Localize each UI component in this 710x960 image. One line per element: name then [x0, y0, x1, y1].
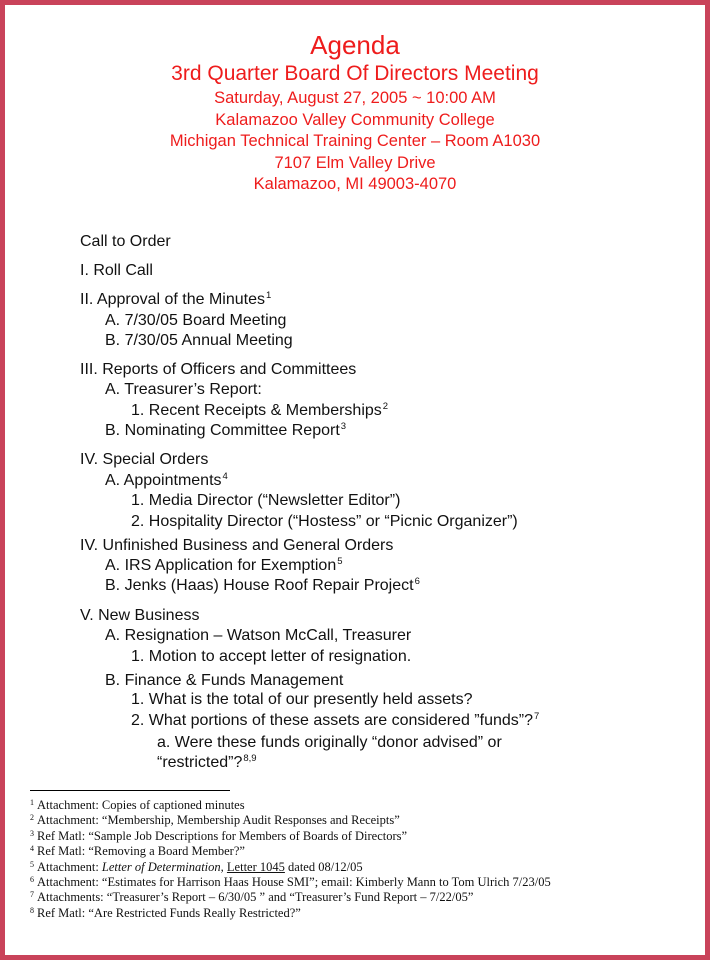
- agenda-item: Call to Order: [80, 233, 171, 250]
- agenda-item: B. Finance & Funds Management: [105, 672, 344, 689]
- footnote-ref: 5: [337, 556, 343, 567]
- agenda-item: III. Reports of Officers and Committees: [80, 361, 357, 378]
- footnote: $^2$ Attachment: “Membership, Membership Audit Responses and Receipts”: [30, 813, 400, 828]
- footnote-ref: 1: [266, 290, 272, 301]
- agenda-item: V. New Business: [80, 607, 200, 624]
- footnote: $^3$ Ref Matl: “Sample Job Descriptions for Members of Boards of Directors”: [30, 828, 408, 843]
- agenda-item: IV. Unfinished Business and General Orders: [80, 537, 394, 554]
- footnote-ref: 2: [382, 401, 389, 412]
- agenda-item: “restricted”?$^{8,9}$: [157, 753, 257, 771]
- agenda-item: II. Approval of the Minutes$^1$: [80, 290, 272, 308]
- agenda-item: A. IRS Application for Exemption$^5$: [105, 556, 343, 574]
- agenda-item: 1. What is the total of our presently held assets?: [131, 691, 473, 708]
- footnote-divider: [30, 790, 230, 791]
- footnote: $^1$ Attachment: Copies of captioned minutes: [30, 798, 245, 812]
- page-title: Agenda: [310, 30, 400, 60]
- meeting-title: 3rd Quarter Board Of Directors Meeting: [171, 62, 539, 85]
- agenda-item: A. Resignation – Watson McCall, Treasurer: [105, 627, 412, 644]
- agenda-item: 1. Recent Receipts & Memberships$^2$: [131, 401, 389, 419]
- agenda-item: B. 7/30/05 Annual Meeting: [105, 332, 293, 349]
- agenda-item: A. Appointments$^4$: [105, 471, 228, 489]
- footnote: $^5$ Attachment: Letter of Determination, Letter 1045 dated 08/12/05: [30, 859, 363, 874]
- footnote-ref: 6: [414, 576, 420, 587]
- footnote-ref: 3: [340, 421, 347, 432]
- footnote-ref: 4: [222, 471, 228, 482]
- city-address: Kalamazoo, MI 49003-4070: [253, 175, 457, 193]
- agenda-item: a. Were these funds originally “donor advised” or: [157, 734, 502, 751]
- agenda-item: A. Treasurer’s Report:: [105, 381, 262, 398]
- agenda-item: 1. Media Director (“Newsletter Editor”): [131, 492, 401, 509]
- footnote: $^6$ Attachment: “Estimates for Harrison Haas House SMI”; email: Kimberly Mann to Tom Ulrich 7/23/05: [30, 875, 551, 890]
- footnote: $^7$ Attachments: “Treasurer’s Report – 6/30/05 ” and “Treasurer’s Fund Report – 7/22/05”: [30, 890, 474, 905]
- footnote: $^4$ Ref Matl: “Removing a Board Member?”: [30, 844, 245, 859]
- footnote: $^8$ Ref Matl: “Are Restricted Funds Really Restricted?”: [30, 905, 301, 920]
- agenda-item: B. Jenks (Haas) House Roof Repair Project$^6$: [105, 576, 420, 594]
- agenda-item: B. Nominating Committee Report$^3$: [105, 421, 347, 439]
- meeting-location: Michigan Technical Training Center – Room A1030: [169, 132, 541, 150]
- agenda-header: [0, 30, 710, 196]
- agenda-item: IV. Special Orders: [80, 451, 209, 468]
- agenda-item: I. Roll Call: [80, 262, 153, 279]
- footnote-ref: 7: [534, 711, 540, 722]
- organization-name: Kalamazoo Valley Community College: [215, 110, 495, 129]
- footnotes: [30, 798, 670, 921]
- agenda-item: 2. Hospitality Director (“Hostess” or “Picnic Organizer”): [131, 513, 518, 530]
- agenda-item: 2. What portions of these assets are considered ”funds”?$^7$: [131, 711, 540, 729]
- street-address: 7107 Elm Valley Drive: [274, 153, 436, 172]
- agenda-item: 1. Motion to accept letter of resignation.: [131, 648, 412, 665]
- footnote-ref: 8,9: [243, 753, 257, 764]
- meeting-date-time: Saturday, August 27, 2005 ~ 10:00 AM: [214, 89, 496, 107]
- agenda-item: A. 7/30/05 Board Meeting: [105, 312, 287, 329]
